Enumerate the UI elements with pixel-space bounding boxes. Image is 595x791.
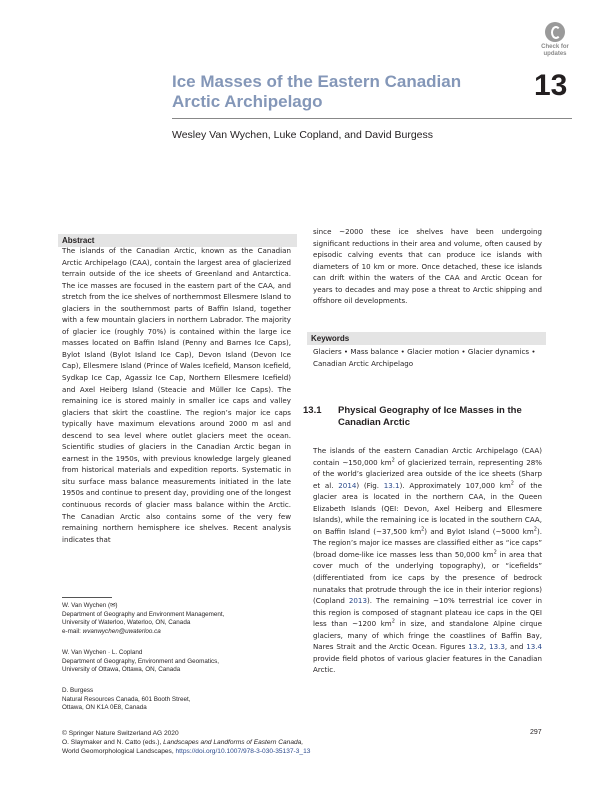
figure-link[interactable]: 13.2 xyxy=(468,642,484,652)
check-for-updates-badge[interactable] xyxy=(537,22,573,62)
copyright-footer: © Springer Nature Switzerland AG 2020 O. Slaymaker and N. Catto (eds.), Landscapes and Landforms of Eastern Canada, World Geomorphological Landscapes, https://doi.org/10.1007/978-3-030-35137-3_13 xyxy=(62,730,311,756)
chapter-title: Ice Masses of the Eastern Canadian Arctic Archipelago xyxy=(172,72,462,111)
section-number: 13.1 xyxy=(303,405,322,416)
abstract-paragraph: The islands of the Canadian Arctic, known as the Canadian Arctic Archipelago (CAA), contain the largest area of glacierized terrain outside of the ice sheets of Greenland and Antarctica. The ice masses are focused in the eastern part of the CAA, and stretch from the ice shelves of northernmost Ellesmere Island to glaciers in the southernmost parts of Baffin Island, together with a few mountain glaciers in northern Labrador. The majority of glacier ice (roughly 70%) is contained within the large ice masses located on Baffin Island (Penny and Barnes Ice Caps), Bylot Island (Bylot Island Ice Cap), Devon Island (Devon Ice Cap), Ellesmere Island (Prince of Wales Icefield, Manson Icefield, Sydkap Ice Cap, Agassiz Ice Cap, Northern Ellesmere Icefield) and Axel Heiberg Island (Steacie and Müller Ice Caps). The remaining ice is stored mainly in smaller ice caps and valley glaciers that skirt the coastline. The region’s major ice caps typically have maximum elevations around 2000 m asl and descend to sea level where outlet glaciers meet the ocean. Scientific studies of glaciers in the Canadian Arctic began in earnest in the 1950s, with previous knowledge largely gleaned from historical materials and expedition reports. Systematic in situ surface mass balance measurements initiated in the late 1950s and continue to present day, providing one of the longest continuous records of glacier mass balance within the Arctic. The Canadian Arctic also contains some of the very few remaining northern hemisphere ice shelves. Recent analysis indicates that xyxy=(62,246,291,544)
abstract-continued-paragraph: since ~2000 these ice shelves have been undergoing significant reductions in their area and volume, often caused by episodic calving events that can produce ice islands with diameters of 10 km or more. Once detached, these ice islands can drift within the waters of the CAA and Arctic Ocean for years to decades and may pose a threat to Arctic shipping and offshore oil developments. xyxy=(313,227,542,306)
doi-link[interactable]: https://doi.org/10.1007/978-3-030-35137-3_13 xyxy=(175,748,311,756)
chapter-number: 13 xyxy=(534,69,568,102)
title-divider xyxy=(172,118,572,119)
section-title: Physical Geography of Ice Masses in the Canadian Arctic xyxy=(338,405,522,428)
keywords-text: Glaciers • Mass balance • Glacier motion • Glacier dynamics • Canadian Arctic Archipelago xyxy=(313,347,536,368)
abstract-heading: Abstract xyxy=(58,234,297,247)
check-for-updates-icon xyxy=(545,22,565,42)
section-body xyxy=(313,445,542,676)
abstract-text xyxy=(62,245,291,545)
keywords-heading: Keywords xyxy=(307,332,546,345)
affiliation-3: D. Burgess Natural Resources Canada, 601 Booth Street, Ottawa, ON K1A 0E8, Canada xyxy=(62,687,191,712)
figure-link[interactable]: 13.1 xyxy=(383,480,400,490)
page-number: 297 xyxy=(530,729,542,736)
abstract-continued xyxy=(313,226,542,307)
figure-link[interactable]: 13.3 xyxy=(489,642,505,652)
affiliation-1: W. Van Wychen (✉) Department of Geography and Environment Management, University of Waterloo, Waterloo, ON, Canada e-mail: wvanwychen@uwaterloo.ca xyxy=(62,602,225,635)
figure-link[interactable]: 13.4 xyxy=(526,642,542,652)
affiliation-2: W. Van Wychen · L. Copland Department of Geography, Environment and Geomatics, University of Ottawa, Ottawa, ON, Canada xyxy=(62,649,220,674)
footnote-divider xyxy=(62,597,112,598)
section-paragraph: The islands of the eastern Canadian Arctic Archipelago (CAA) contain ~150,000 $km^2$ of glacierized terrain, representing 28% of the world’s glacierized area outside of the ice sheets (Sharp et al. 2014) (Fig. 13.1). Approximately 107,000 $km^2$ of the glacier area is located in the northern CAA, in the Queen Elizabeth Islands (QEI: Devon, Axel Heiberg and Ellesmere Islands), while the remaining ice is located in the southern CAA, on Baffin Island (~37,500 $km^2$) and Bylot Island (~5000 $km^2$). The region’s major ice masses are classified either as “ice caps” (broad dome-like ice masses less than 50,000 $km^2$ in area that cover much of the underlying topography), or “icefields” (differentiated from ice caps by the presence of bedrock nunataks that protrude through the ice in their interior regions) (Copland 2013). The remaining ~10% terrestrial ice cover in this region is composed of stagnant plateau ice caps in the QEI less than ~1200 $km^2$ in size, and standalone Alpine cirque glaciers, many of which fringe the coastlines of Baffin Bay, Nares Strait and the Arctic Ocean. Figures 13.2, 13.3, and 13.4 provide field photos of various glacier features in the Canadian Arctic. xyxy=(313,446,543,675)
badge-label: Check for updates xyxy=(541,44,569,57)
citation-link[interactable]: 2014 xyxy=(338,480,357,490)
authors: Wesley Van Wychen, Luke Copland, and David Burgess xyxy=(172,129,433,141)
citation-link[interactable]: 2013 xyxy=(348,596,367,606)
email-link[interactable]: wvanwychen@uwaterloo.ca xyxy=(82,627,161,635)
